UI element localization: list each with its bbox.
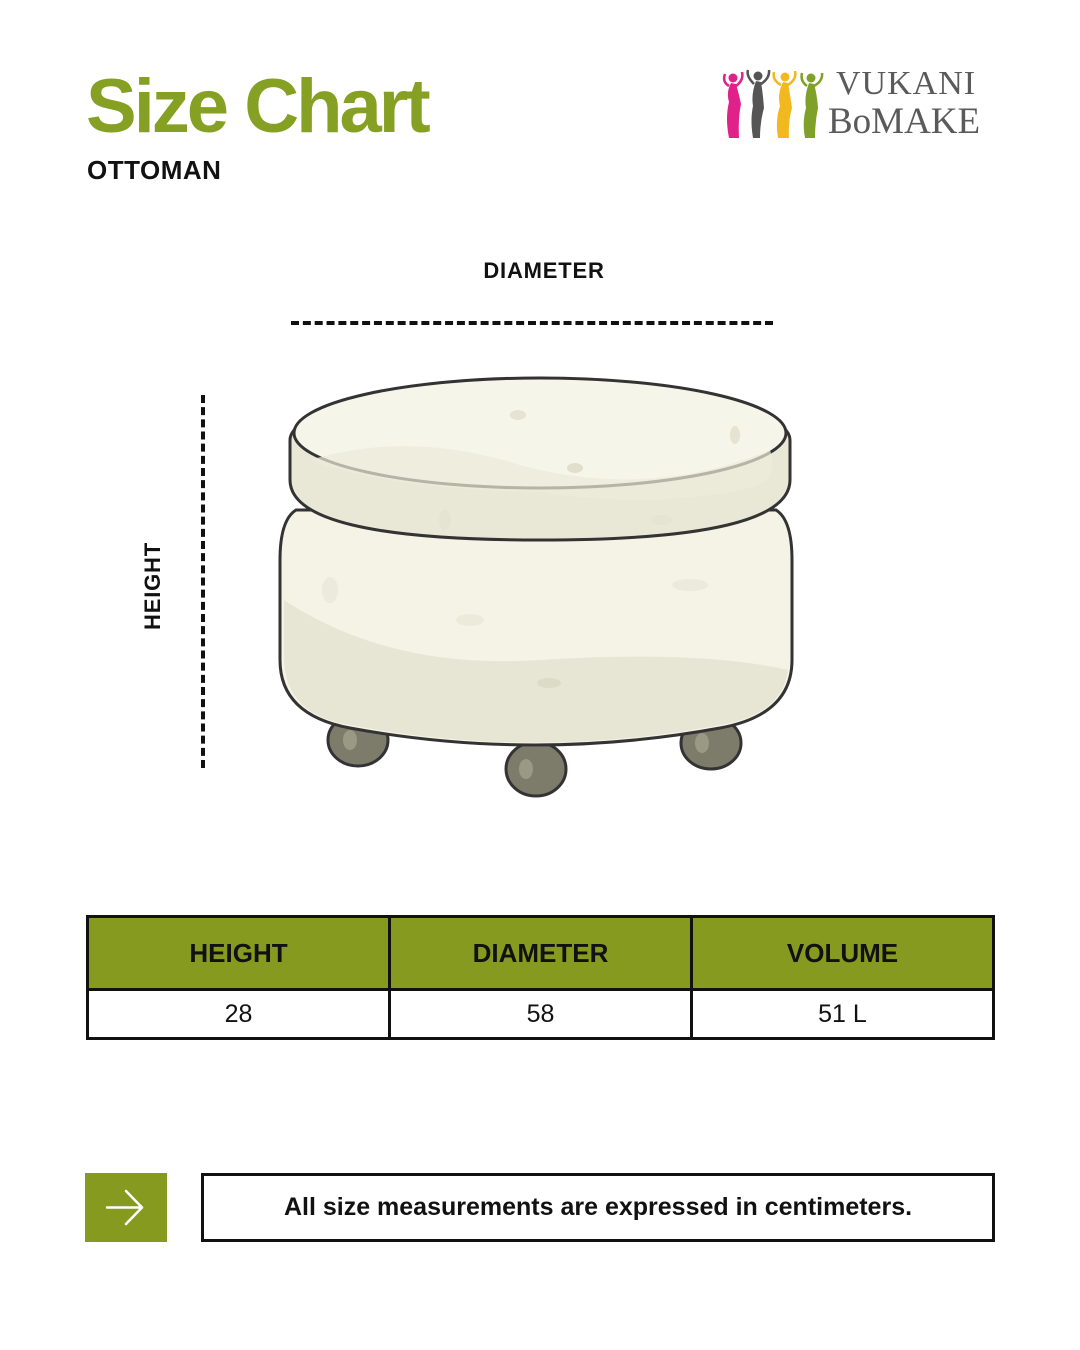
arrow-right-icon — [85, 1173, 167, 1242]
ottoman-illustration — [270, 370, 810, 805]
product-subtitle: OTTOMAN — [87, 155, 222, 185]
table-header-row — [88, 917, 994, 990]
brand-name-line2: BoMAKE — [828, 101, 981, 142]
column-header-height: HEIGHT — [88, 917, 390, 990]
cell-diameter-value: 58 — [390, 990, 692, 1039]
brand-name — [828, 66, 980, 142]
units-note: All size measurements are expressed in centimeters. — [201, 1173, 995, 1242]
brand-logo — [722, 66, 1002, 146]
brand-name-line1: VUKANI — [836, 65, 977, 102]
size-table — [86, 915, 995, 1040]
column-header-volume: VOLUME — [692, 917, 994, 990]
height-dimension-line — [201, 395, 205, 768]
note-arrow-badge — [85, 1173, 167, 1242]
dancing-figures-logo — [722, 66, 827, 146]
table-row — [88, 990, 994, 1039]
height-label: HEIGHT — [140, 542, 165, 630]
cell-volume-value: 51 L — [692, 990, 994, 1039]
cell-height-value: 28 — [88, 990, 390, 1039]
diameter-label: DIAMETER — [483, 258, 605, 283]
diameter-dimension-line — [291, 321, 773, 325]
column-header-diameter: DIAMETER — [390, 917, 692, 990]
page-title: Size Chart — [86, 64, 428, 149]
